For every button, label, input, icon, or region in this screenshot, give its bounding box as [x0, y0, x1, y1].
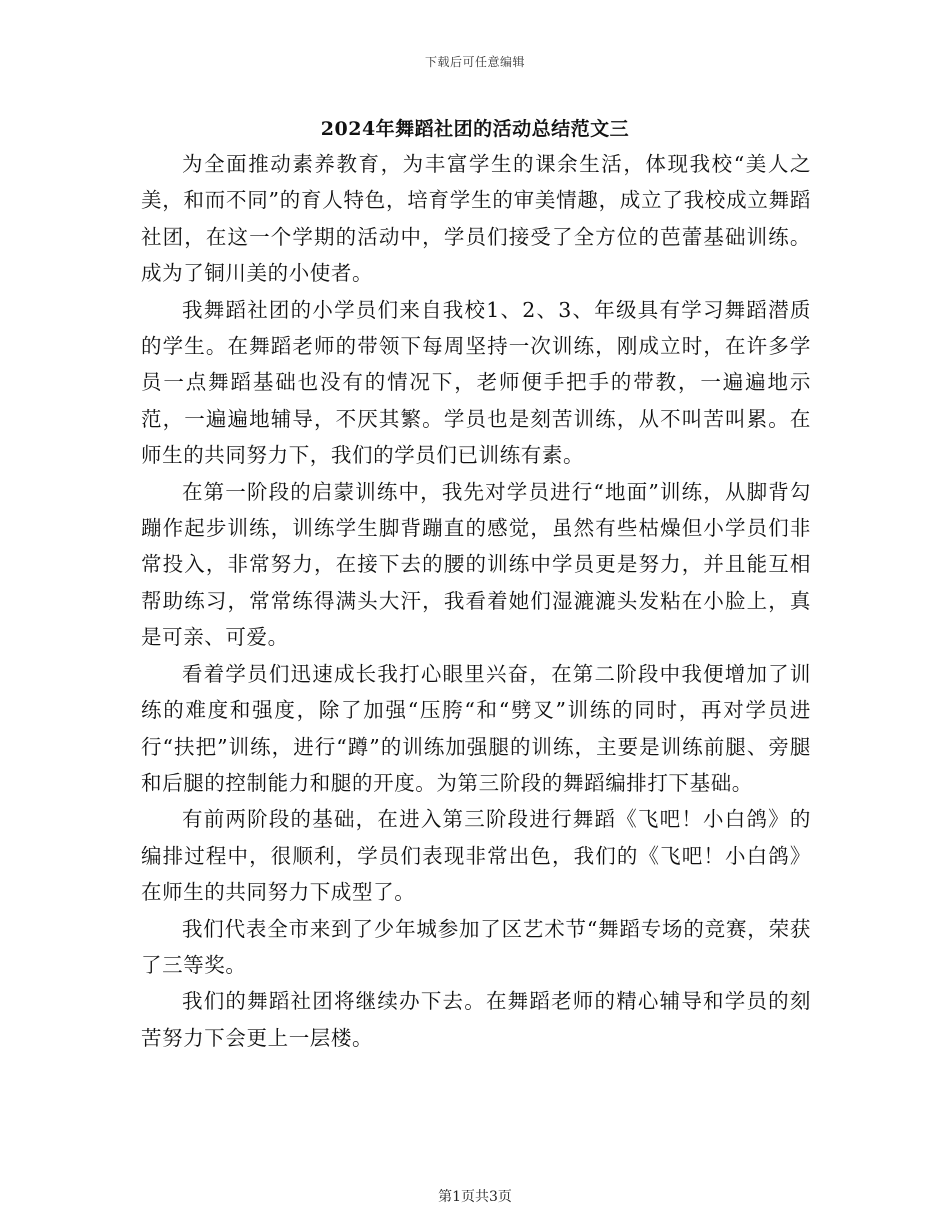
document-title: 2024年舞蹈社团的活动总结范文三 [320, 118, 630, 140]
document-body [141, 146, 811, 1056]
paragraph: 在第一阶段的启蒙训练中，我先对学员进行“地面”训练，从脚背勾蹦作起步训练，训练学生脚背蹦直的感觉，虽然有些枯燥但小学员们非常投入，非常努力，在接下去的腰的训练中学员更是努力，并且能互相帮助练习，常常练得满头大汗，我看着她们湿漉漉头发粘在小脸上，真是可亲、可爱。 [141, 479, 811, 650]
paragraph: 我们代表全市来到了少年城参加了区艺术节“舞蹈专场的竞赛，荣获了三等奖。 [141, 916, 811, 977]
paragraph: 看着学员们迅速成长我打心眼里兴奋，在第二阶段中我便增加了训练的难度和强度，除了加强“压胯“和“劈叉”训练的同时，再对学员进行“扶把”训练，进行“蹲”的训练加强腿的训练，主要是训练前腿、旁腿和后腿的控制能力和腿的开度。为第三阶段的舞蹈编排打下基础。 [141, 661, 811, 795]
header-note: 下载后可任意编辑 [424, 55, 525, 69]
paragraph: 我舞蹈社团的小学员们来自我校1、2、3、年级具有学习舞蹈潜质的学生。在舞蹈老师的带领下每周坚持一次训练，刚成立时，在许多学员一点舞蹈基础也没有的情况下，老师便手把手的带教，一遍遍地示范，一遍遍地辅导，不厌其繁。学员也是刻苦训练，从不叫苦叫累。在师生的共同努力下，我们的学员们已训练有素。 [141, 297, 811, 468]
paragraph: 为全面推动素养教育，为丰富学生的课余生活，体现我校“美人之美，和而不同”的育人特色，培育学生的审美情趣，成立了我校成立舞蹈社团，在这一个学期的活动中，学员们接受了全方位的芭蕾基础训练。成为了铜川美的小使者。 [141, 152, 811, 286]
paragraph: 有前两阶段的基础，在进入第三阶段进行舞蹈《飞吧！小白鸽》的编排过程中，很顺利，学员们表现非常出色，我们的《飞吧！小白鸽》在师生的共同努力下成型了。 [141, 807, 811, 905]
paragraph: 我们的舞蹈社团将继续办下去。在舞蹈老师的精心辅导和学员的刻苦努力下会更上一层楼。 [141, 989, 811, 1050]
page-number: 第1页共3页 [438, 1189, 512, 1205]
